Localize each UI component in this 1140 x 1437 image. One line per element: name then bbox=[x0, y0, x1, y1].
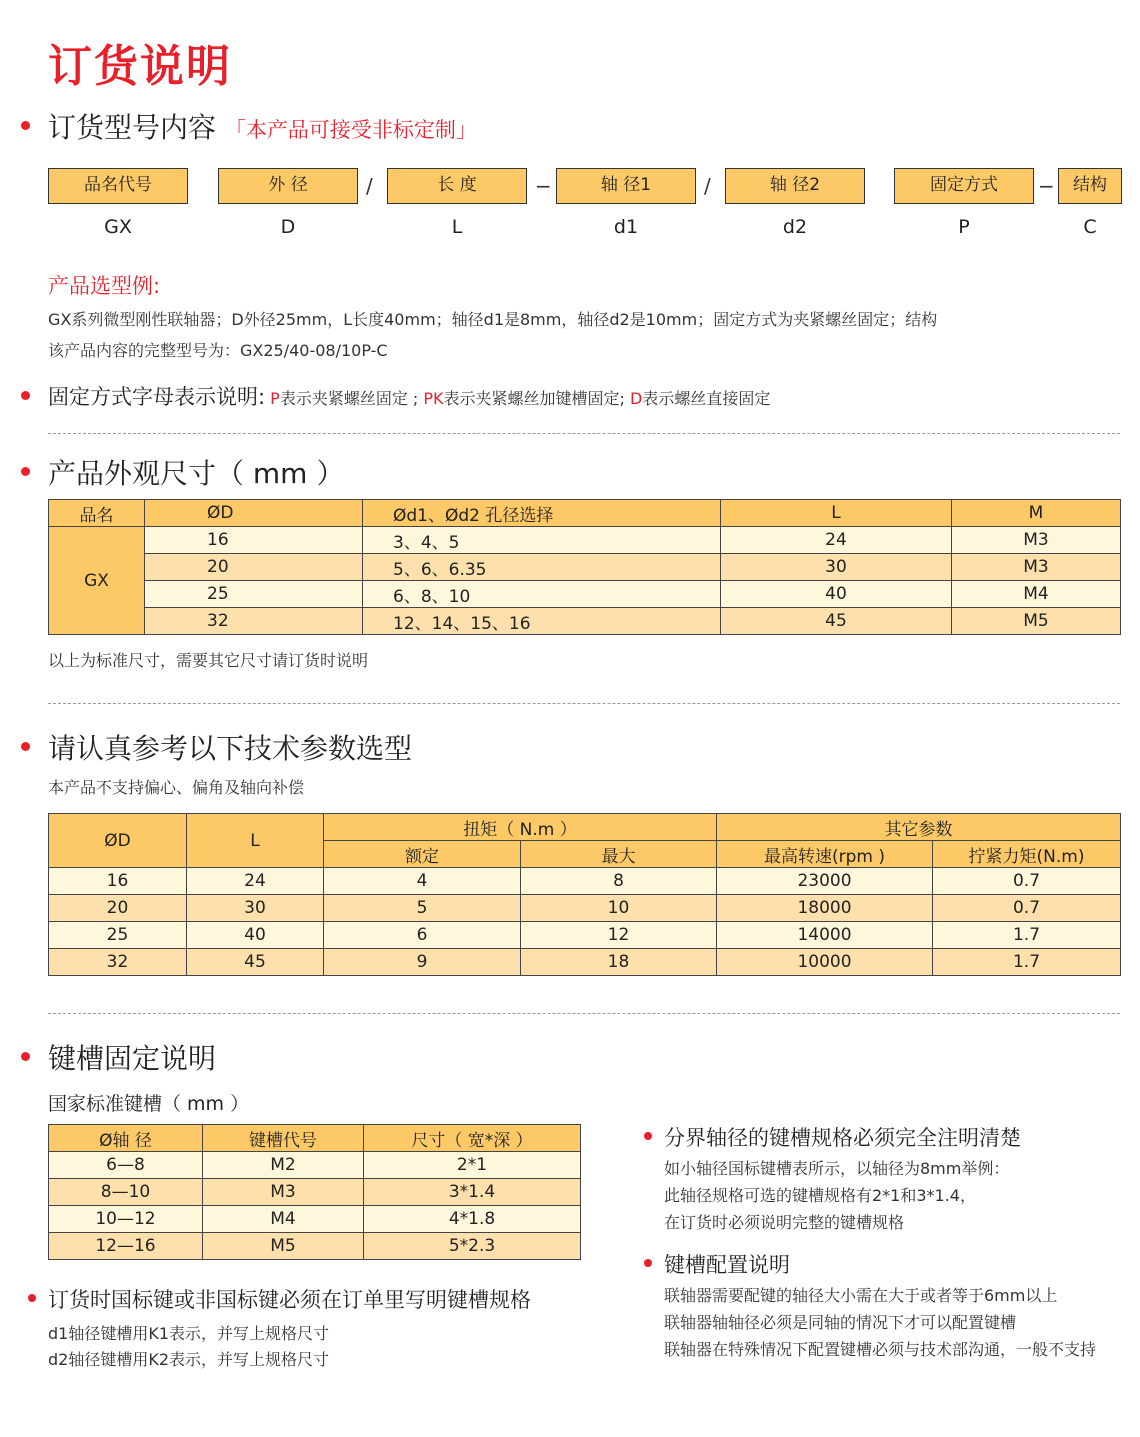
table-header: 其它参数 bbox=[717, 814, 1121, 841]
cell: M4 bbox=[203, 1206, 364, 1233]
table-header: 尺寸（ 宽*深 ） bbox=[364, 1125, 581, 1152]
boundary-line: 此轴径规格可选的键槽规格有2*1和3*1.4， bbox=[664, 1186, 976, 1205]
bullet-icon bbox=[21, 1052, 30, 1061]
table-row bbox=[49, 527, 1121, 554]
model-box-product: 品名代号 bbox=[48, 168, 188, 204]
table-header: L bbox=[187, 814, 324, 868]
cell: M5 bbox=[203, 1233, 364, 1260]
order-heading-row bbox=[48, 1284, 531, 1314]
model-box-od: 外 径 bbox=[218, 168, 358, 204]
table-header: 拧紧力矩(N.m) bbox=[933, 841, 1121, 868]
table-row bbox=[49, 608, 1121, 635]
cell: 24 bbox=[187, 868, 324, 895]
model-code: d1 bbox=[613, 216, 639, 238]
cell: 6 bbox=[324, 922, 521, 949]
fixing-row bbox=[48, 381, 770, 411]
config-line: 联轴器在特殊情况下配置键槽必须与技术部沟通，一般不支持 bbox=[664, 1340, 1097, 1359]
table-header: 最高转速(rpm ) bbox=[717, 841, 933, 868]
table-header: 最大 bbox=[521, 841, 717, 868]
cell: 2*1 bbox=[364, 1152, 581, 1179]
dims-note: 以上为标准尺寸，需要其它尺寸请订货时说明 bbox=[48, 651, 369, 670]
cell: 40 bbox=[721, 581, 952, 608]
section-title: 订货型号内容 bbox=[48, 111, 217, 144]
cell: 1.7 bbox=[933, 949, 1121, 976]
bullet-icon bbox=[644, 1132, 652, 1140]
bullet-icon bbox=[644, 1259, 652, 1267]
cell: 16 bbox=[145, 527, 363, 554]
model-box-d1: 轴 径1 bbox=[556, 168, 696, 204]
cell: 25 bbox=[145, 581, 363, 608]
separator: / bbox=[366, 174, 373, 198]
cell: 40 bbox=[187, 922, 324, 949]
config-line: 联轴器轴轴径必须是同轴的情况下才可以配置键槽 bbox=[664, 1313, 1017, 1332]
table-row bbox=[49, 922, 1121, 949]
table-header: 扭矩（ N.m ） bbox=[324, 814, 717, 841]
table-row bbox=[49, 895, 1121, 922]
cell: 3*1.4 bbox=[364, 1179, 581, 1206]
keyway-table bbox=[48, 1124, 581, 1260]
cell: 4*1.8 bbox=[364, 1206, 581, 1233]
fixing-text: 表示夹紧螺丝加键槽固定; bbox=[443, 389, 631, 408]
model-box-fixing: 固定方式 bbox=[894, 168, 1034, 204]
cell: 8—10 bbox=[49, 1179, 203, 1206]
fixing-text: 表示螺丝直接固定 bbox=[642, 389, 771, 408]
table-row bbox=[49, 1152, 581, 1179]
cell: 10 bbox=[521, 895, 717, 922]
order-line: d1轴径键槽用K1表示，并写上规格尺寸 bbox=[48, 1324, 330, 1343]
section-title: 产品外观尺寸（ mm ） bbox=[48, 457, 345, 490]
product-cell: GX bbox=[49, 527, 145, 635]
cell: 45 bbox=[187, 949, 324, 976]
custom-note: 「本产品可接受非标定制」 bbox=[224, 118, 477, 142]
fixing-letter: PK bbox=[423, 389, 444, 408]
cell: M5 bbox=[952, 608, 1121, 635]
cell: M3 bbox=[203, 1179, 364, 1206]
cell: 6—8 bbox=[49, 1152, 203, 1179]
cell: 3、4、5 bbox=[363, 527, 721, 554]
table-row bbox=[49, 554, 1121, 581]
table-header: Ø轴 径 bbox=[49, 1125, 203, 1152]
model-code: L bbox=[451, 216, 463, 238]
cell: 24 bbox=[721, 527, 952, 554]
tech-note: 本产品不支持偏心、偏角及轴向补偿 bbox=[48, 778, 305, 797]
divider bbox=[48, 703, 1120, 704]
table-row bbox=[49, 1233, 581, 1260]
cell: 12—16 bbox=[49, 1233, 203, 1260]
model-code: d2 bbox=[782, 216, 808, 238]
table-row bbox=[49, 581, 1121, 608]
fixing-heading: 固定方式字母表示说明: bbox=[48, 385, 266, 409]
cell: 14000 bbox=[717, 922, 933, 949]
section-keyway-heading bbox=[48, 1037, 216, 1077]
cell: 0.7 bbox=[933, 895, 1121, 922]
bullet-icon bbox=[21, 742, 30, 751]
cell: 1.7 bbox=[933, 922, 1121, 949]
cell: 32 bbox=[145, 608, 363, 635]
cell: 20 bbox=[145, 554, 363, 581]
table-header: ØD bbox=[49, 814, 187, 868]
cell: 25 bbox=[49, 922, 187, 949]
cell: 10000 bbox=[717, 949, 933, 976]
cell: M2 bbox=[203, 1152, 364, 1179]
cell: 20 bbox=[49, 895, 187, 922]
table-header: ØD bbox=[145, 500, 363, 527]
order-line: d2轴径键槽用K2表示，并写上规格尺寸 bbox=[48, 1350, 330, 1369]
table-row bbox=[49, 949, 1121, 976]
separator: / bbox=[704, 174, 711, 198]
bullet-icon bbox=[21, 121, 30, 130]
example-heading: 产品选型例: bbox=[48, 274, 161, 298]
cell: M3 bbox=[952, 554, 1121, 581]
page-title: 订货说明 bbox=[48, 41, 232, 92]
cell: 4 bbox=[324, 868, 521, 895]
divider bbox=[48, 433, 1120, 434]
boundary-heading-row bbox=[664, 1122, 1021, 1152]
table-header: 品名 bbox=[49, 500, 145, 527]
model-code: P bbox=[958, 216, 970, 238]
config-heading-row bbox=[664, 1249, 790, 1279]
model-box-structure: 结构 bbox=[1058, 168, 1122, 204]
cell: 30 bbox=[721, 554, 952, 581]
cell: 5、6、6.35 bbox=[363, 554, 721, 581]
order-heading: 订货时国标键或非国标键必须在订单里写明键槽规格 bbox=[48, 1288, 531, 1312]
section-model-heading bbox=[48, 106, 477, 146]
cell: 12、14、15、16 bbox=[363, 608, 721, 635]
config-line: 联轴器需要配键的轴径大小需在大于或者等于6mm以上 bbox=[664, 1286, 1058, 1305]
separator: − bbox=[535, 174, 552, 198]
bullet-icon bbox=[28, 1294, 36, 1302]
cell: 9 bbox=[324, 949, 521, 976]
cell: 5*2.3 bbox=[364, 1233, 581, 1260]
model-box-d2: 轴 径2 bbox=[725, 168, 865, 204]
table-row bbox=[49, 1179, 581, 1206]
cell: 30 bbox=[187, 895, 324, 922]
dims-table bbox=[48, 499, 1121, 635]
cell: 12 bbox=[521, 922, 717, 949]
cell: 0.7 bbox=[933, 868, 1121, 895]
cell: 45 bbox=[721, 608, 952, 635]
table-header: M bbox=[952, 500, 1121, 527]
model-code: C bbox=[1083, 216, 1097, 238]
section-tech-heading bbox=[48, 727, 412, 767]
cell: 6、8、10 bbox=[363, 581, 721, 608]
table-row bbox=[49, 1206, 581, 1233]
keyway-sub: 国家标准键槽（ mm ） bbox=[48, 1093, 250, 1115]
boundary-heading: 分界轴径的键槽规格必须完全注明清楚 bbox=[664, 1126, 1021, 1150]
section-title: 键槽固定说明 bbox=[48, 1042, 217, 1075]
section-dims-heading bbox=[48, 452, 344, 492]
model-code: D bbox=[280, 216, 296, 238]
example-line: GX系列微型刚性联轴器；D外径25mm，L长度40mm；轴径d1是8mm，轴径d2是10mm；固定方式为夹紧螺丝固定；结构 bbox=[48, 310, 938, 329]
separator: − bbox=[1038, 174, 1055, 198]
cell: 8 bbox=[521, 868, 717, 895]
example-line: 该产品内容的完整型号为：GX25/40-08/10P-C bbox=[48, 341, 388, 360]
cell: 32 bbox=[49, 949, 187, 976]
fixing-text: 表示夹紧螺丝固定 ; bbox=[279, 389, 424, 408]
bullet-icon bbox=[21, 391, 30, 400]
model-box-length: 长 度 bbox=[387, 168, 527, 204]
bullet-icon bbox=[21, 467, 30, 476]
cell: 18 bbox=[521, 949, 717, 976]
cell: M4 bbox=[952, 581, 1121, 608]
table-header: 键槽代号 bbox=[203, 1125, 364, 1152]
cell: 10—12 bbox=[49, 1206, 203, 1233]
divider bbox=[48, 1013, 1120, 1014]
section-title: 请认真参考以下技术参数选型 bbox=[48, 732, 413, 765]
fixing-letter: D bbox=[630, 389, 643, 408]
cell: 16 bbox=[49, 868, 187, 895]
model-code: GX bbox=[104, 216, 132, 238]
cell: 5 bbox=[324, 895, 521, 922]
config-heading: 键槽配置说明 bbox=[664, 1253, 790, 1277]
cell: 18000 bbox=[717, 895, 933, 922]
table-header: 额定 bbox=[324, 841, 521, 868]
boundary-line: 在订货时必须说明完整的键槽规格 bbox=[664, 1213, 905, 1232]
table-header: Ød1、Ød2 孔径选择 bbox=[363, 500, 721, 527]
table-header: L bbox=[721, 500, 952, 527]
cell: M3 bbox=[952, 527, 1121, 554]
table-row bbox=[49, 868, 1121, 895]
tech-table bbox=[48, 813, 1121, 976]
cell: 23000 bbox=[717, 868, 933, 895]
fixing-letter: P bbox=[270, 389, 280, 408]
boundary-line: 如小轴径国标键槽表所示，以轴径为8mm举例： bbox=[664, 1159, 1010, 1178]
